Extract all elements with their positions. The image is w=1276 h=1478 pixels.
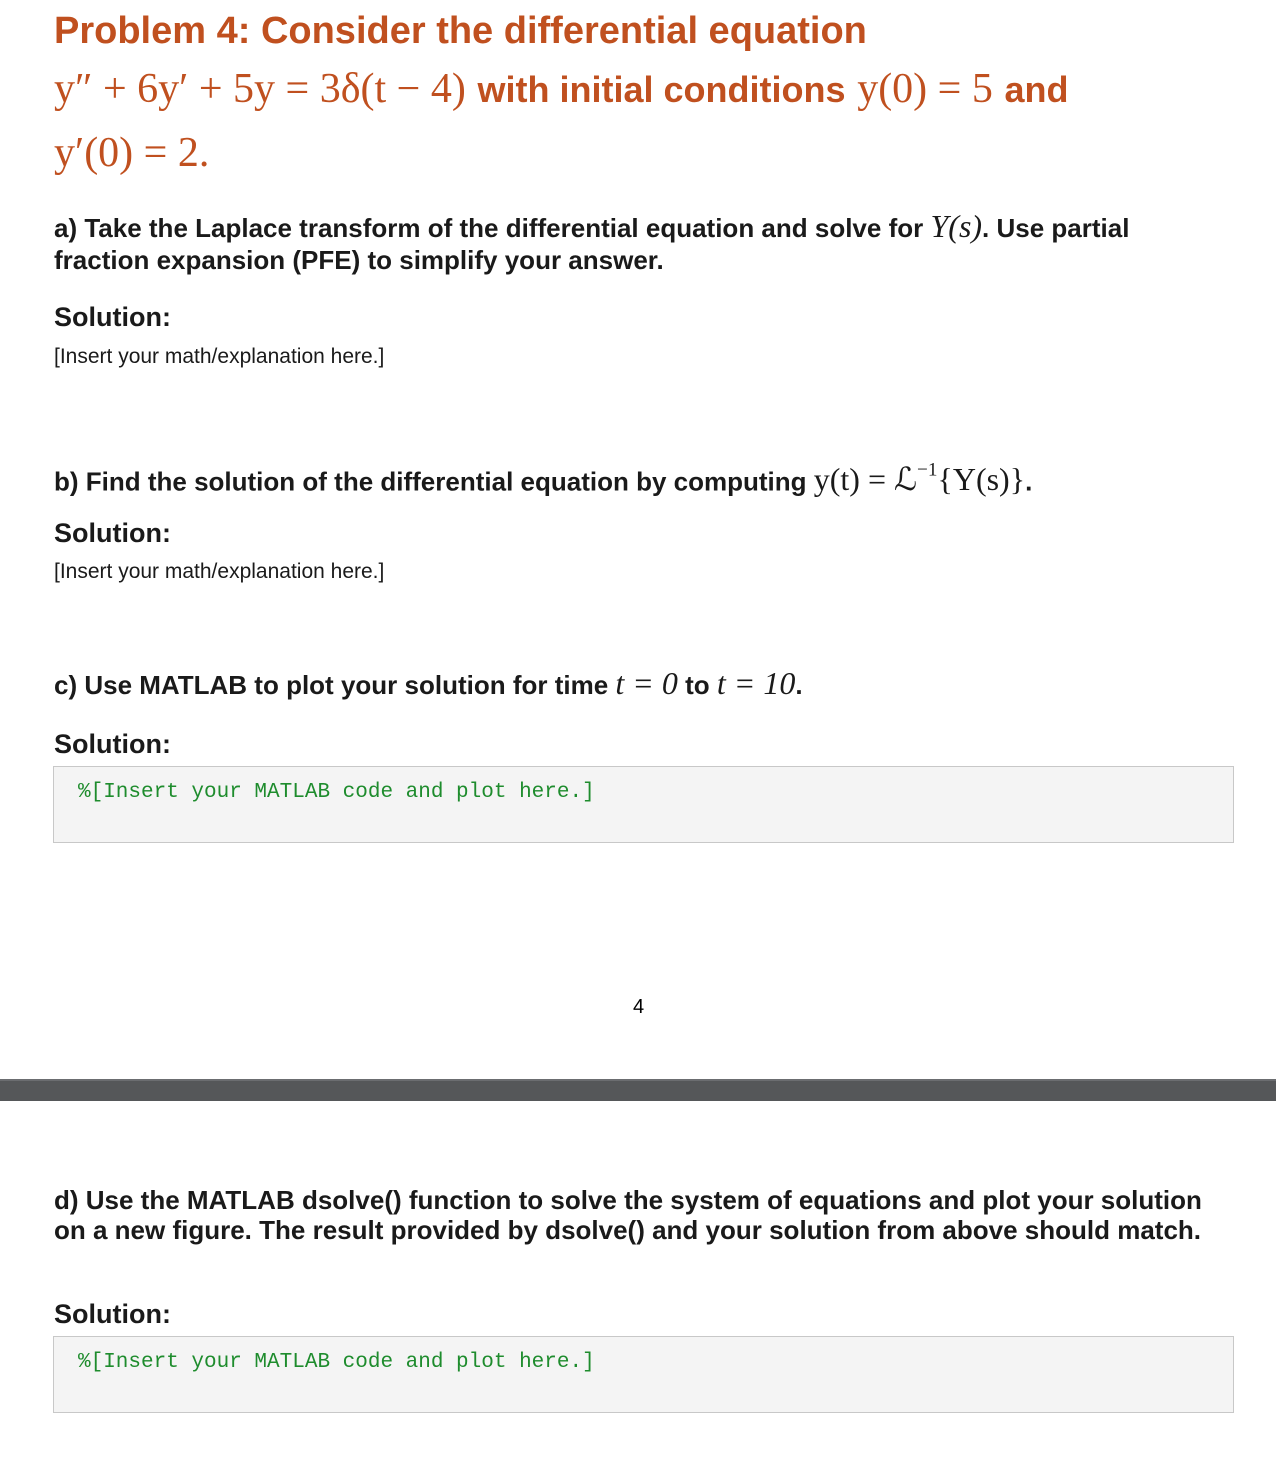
- part-c-math-1: t = 0: [615, 665, 678, 701]
- part-b-prefix: b) Find the solution of the differential equation by computing: [54, 466, 807, 497]
- page-break-divider: [0, 1079, 1276, 1101]
- initial-condition-1: y(0) = 5: [857, 66, 993, 112]
- part-c-code-comment[interactable]: %[Insert your MATLAB code and plot here.]: [78, 781, 595, 804]
- part-c-math-2: t = 10: [716, 665, 796, 701]
- initial-conditions-label: with initial conditions: [477, 69, 846, 110]
- part-c-solution-label: Solution:: [54, 729, 171, 759]
- part-a-placeholder[interactable]: [Insert your math/explanation here.]: [54, 345, 385, 368]
- initial-condition-2-line: [54, 128, 209, 177]
- part-c-suffix: .: [795, 670, 803, 700]
- part-b-solution-label: Solution:: [54, 518, 171, 548]
- part-a-prefix: a) Take the Laplace transform of the differential equation and solve for: [54, 213, 924, 243]
- part-b-math-sup: −1: [917, 460, 938, 481]
- part-d-code-box[interactable]: [53, 1336, 1234, 1413]
- differential-equation: y″ + 6y′ + 5y = 3δ(t − 4): [54, 66, 466, 112]
- part-a-solution-label: Solution:: [54, 302, 171, 332]
- part-b-question: [54, 455, 1224, 497]
- part-b-math: [814, 461, 1025, 497]
- part-c-question: [54, 667, 1224, 701]
- initial-condition-2: y′(0) = 2.: [54, 130, 210, 176]
- part-c-mid: to: [685, 670, 710, 700]
- part-b-suffix: .: [1025, 466, 1033, 497]
- part-a-math: Y(s): [930, 208, 983, 244]
- problem-equation-line: [54, 64, 1069, 113]
- part-b-placeholder[interactable]: [Insert your math/explanation here.]: [54, 560, 385, 583]
- part-d-solution-label: Solution:: [54, 1299, 171, 1329]
- part-d-question: d) Use the MATLAB dsolve() function to solve the system of equations and plot your solution on a new figure. The result provided by dsolve() and your solution from above should match.: [54, 1185, 1202, 1245]
- part-c-prefix: c) Use MATLAB to plot your solution for time: [54, 670, 609, 700]
- part-a-suffix: . Use partial fraction expansion (PFE) to simplify your answer.: [54, 213, 1130, 275]
- part-c-code-box[interactable]: [53, 766, 1234, 843]
- page-number: 4: [633, 996, 645, 1018]
- part-b-math-rhs: {Y(s)}: [937, 461, 1026, 498]
- part-b-math-lhs: y(t) = ℒ: [813, 461, 918, 498]
- and-label: and: [1004, 69, 1069, 110]
- part-a-question: [54, 210, 1224, 276]
- part-d-code-comment[interactable]: %[Insert your MATLAB code and plot here.]: [78, 1351, 595, 1374]
- problem-title: Problem 4: Consider the differential equation: [54, 10, 867, 52]
